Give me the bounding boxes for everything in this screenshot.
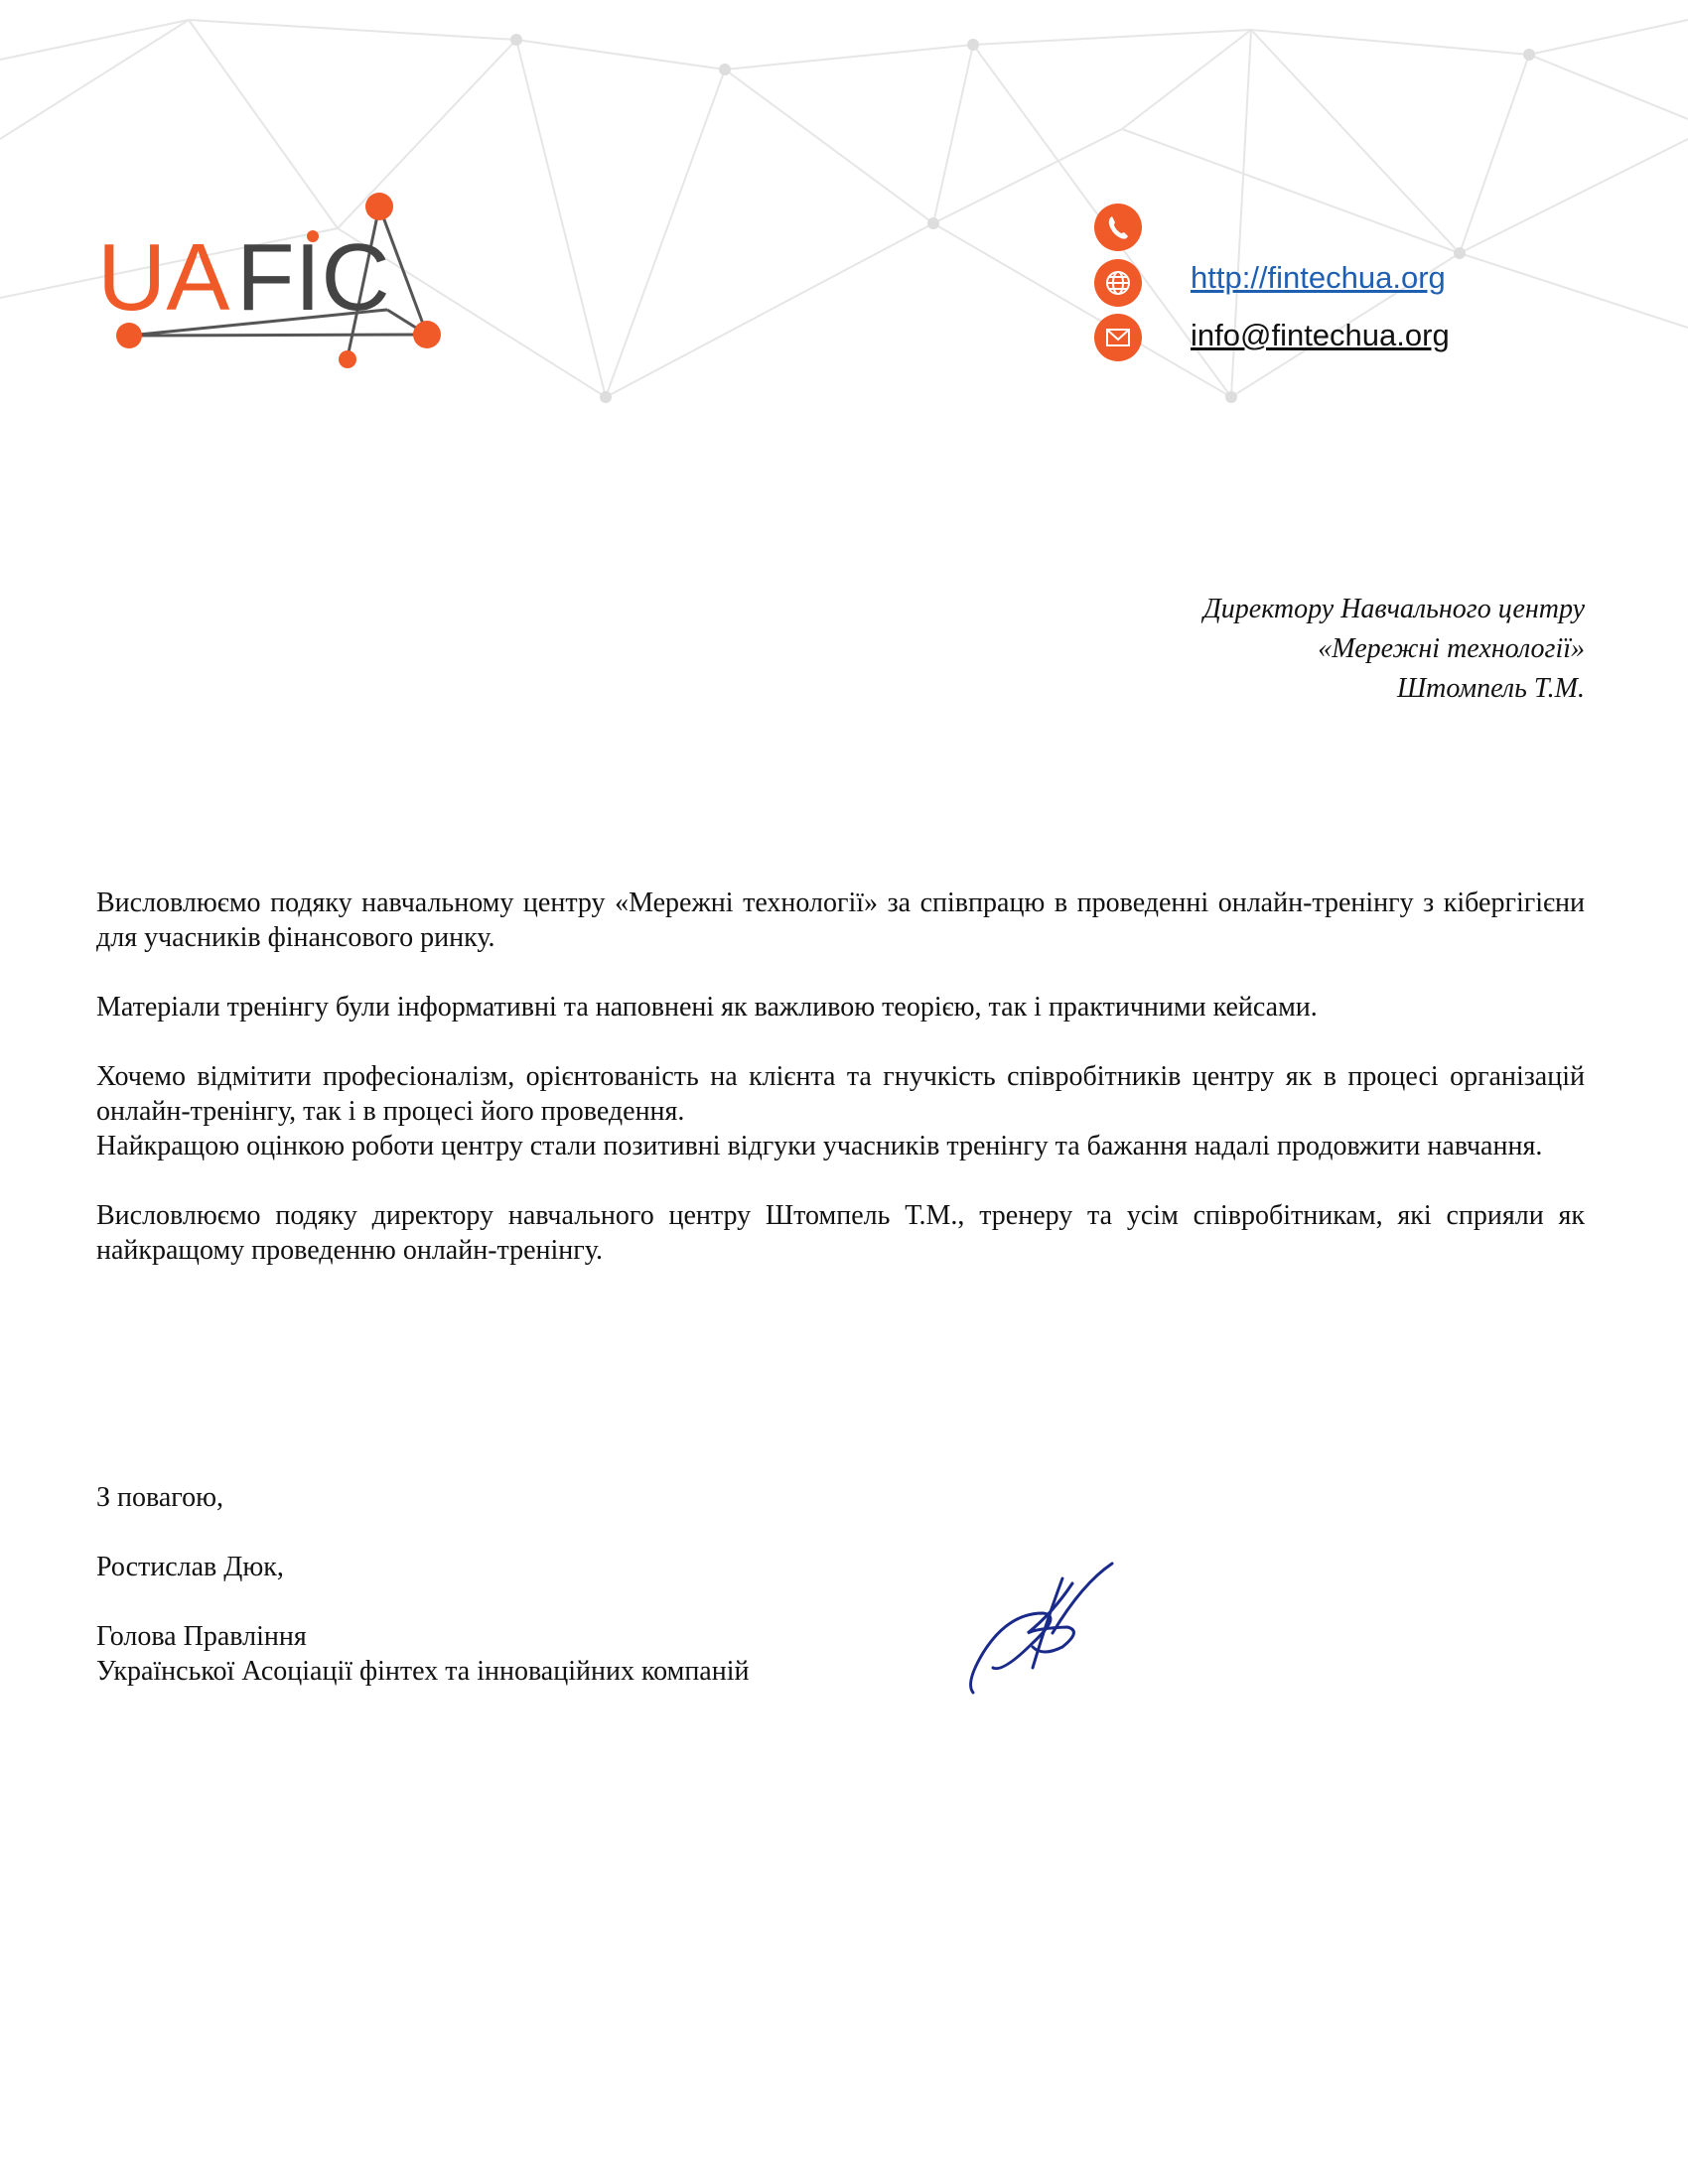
closing-regards: З повагою,: [96, 1482, 223, 1513]
recipient-line: «Мережні технології»: [1318, 633, 1585, 664]
signer-organization: Української Асоціації фінтех та інноваційних компаній: [96, 1656, 750, 1687]
handwritten-signature: [963, 1554, 1142, 1703]
globe-icon: [1094, 259, 1142, 307]
letter-body: [96, 886, 1585, 1302]
svg-text:FIC: FIC: [236, 224, 390, 331]
mail-icon: [1094, 314, 1142, 361]
email-link[interactable]: info@fintechua.org: [1191, 318, 1450, 352]
body-paragraph: Хочемо відмітити професіоналізм, орієнтованість на клієнта та гнучкість співробітників центру як в процесі організацій онлайн-тренінгу, так і в процесі його проведення.: [96, 1061, 1585, 1127]
recipient-line: Штомпель Т.М.: [1396, 673, 1585, 704]
phone-icon: [1094, 204, 1142, 251]
signer-title: [96, 1619, 749, 1689]
body-paragraph: Висловлюємо подяку директору навчального центру Штомпель Т.М., тренеру та усім співробітникам, які сприяли як найкращому проведенню онлайн-тренінгу.: [96, 1200, 1585, 1266]
website-link[interactable]: http://fintechua.org: [1191, 260, 1446, 295]
body-paragraph: Висловлюємо подяку навчальному центру «Мережні технології» за співпрацю в проведенні онлайн-тренінгу з кібергігієни для учасників фінансового ринку.: [96, 887, 1585, 953]
signer-position: Голова Правління: [96, 1621, 307, 1652]
body-paragraph: Найкращою оцінкою роботи центру стали позитивні відгуки учасників тренінгу та бажання надалі продовжити навчання.: [96, 1131, 1543, 1161]
svg-text:UA: UA: [97, 224, 230, 331]
recipient-block: [1203, 590, 1585, 709]
uafic-logo: [89, 189, 457, 377]
recipient-line: Директору Навчального центру: [1202, 594, 1585, 624]
body-paragraph: Матеріали тренінгу були інформативні та наповнені як важливою теорією, так і практичними кейсами.: [96, 992, 1318, 1023]
signer-name: Ростислав Дюк,: [96, 1552, 284, 1582]
letter-closing: [96, 1480, 749, 1689]
